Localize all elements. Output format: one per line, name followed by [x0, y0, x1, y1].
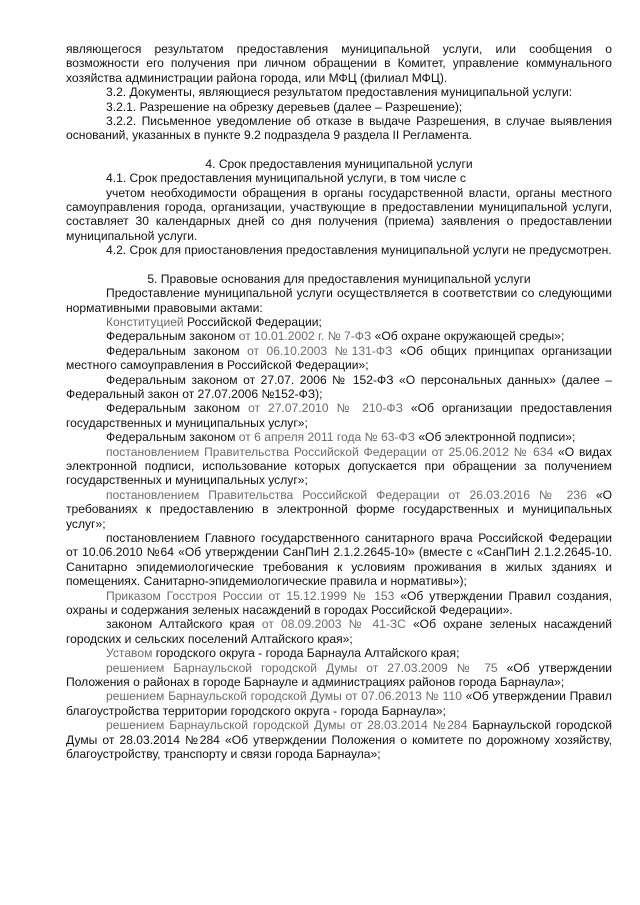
act-text: «О видах электронной подписи, использование которых допускается при обращении за получением государственных и муниципальных услуг»; [66, 444, 612, 488]
act-link: решением Барнаульской городской Думы от 28.03.2014 №284 [106, 718, 468, 733]
section-5-heading: 5. Правовые основания для предоставления муниципальной услуги [147, 271, 531, 286]
act-link: решением Барнаульской городской Думы от 27.03.2009 № 75 [106, 660, 498, 675]
act-duma-75 [66, 661, 612, 690]
paragraph-4-1: 4.1. Срок предоставления муниципальной услуги, в том числе с [106, 171, 466, 186]
paragraph-3-2: 3.2. Документы, являющиеся результатом предоставления муниципальной услуги: [106, 85, 573, 100]
act-gosstroy-153 [66, 589, 612, 618]
act-link: решением Барнаульской городской Думы от 07.06.2013 № 110 [106, 689, 462, 704]
paragraph-4-2: 4.2. Срок для приостановления предоставления муниципальной услуги не предусмотрен. [106, 243, 612, 258]
document-page [66, 42, 612, 762]
act-fz-7 [66, 329, 612, 343]
act-text: Барнаульской городской Думы от 28.03.2014 №284 «Об утверждении Положения о комитете по дорожному хозяйству, благоустройству, транспорту и связи города Барнаула»; [66, 718, 612, 762]
act-text: Федеральным законом [106, 401, 249, 416]
act-link: Уставом [106, 646, 153, 661]
act-fz-63 [66, 430, 612, 444]
act-text: «Об утверждении Правил создания, охраны и содержания зеленых насаждений в городах Российской Федерации». [66, 588, 612, 618]
paragraph-3-2-2: 3.2.2. Письменное уведомление об отказе в выдаче Разрешения, в случае выявления оснований, указанных в пункте 9.2 подраздела 9 раздела II Регламента. [66, 114, 612, 143]
act-text: Федеральным законом [106, 343, 248, 358]
paragraph-3-2-1: 3.2.1. Разрешение на обрезку деревьев (далее – Разрешение); [106, 99, 463, 114]
act-link: Приказом Госстроя России от 15.12.1999 № 153 [106, 588, 395, 603]
act-pp-634 [66, 445, 612, 488]
act-link: постановлением Правительства Российской Федерации от 25.06.2012 № 634 [106, 444, 554, 459]
act-altai-41 [66, 617, 612, 646]
act-fz-210 [66, 401, 612, 430]
act-link: постановлением Правительства Российской Федерации от 26.03.2016 № 236 [106, 487, 587, 502]
act-fz-152: Федеральным законом от 27.07. 2006 № 152-ФЗ «О персональных данных» (далее – Федеральный закон от 27.07.2006 №152-ФЗ); [66, 372, 612, 401]
act-duma-110 [66, 689, 612, 718]
paragraph-4-1-cont: учетом необходимости обращения в органы государственной власти, органы местного самоуправления города, организации, участвующие в предоставлении муниципальной услуги, составляет 30 календарных дней со дня получения (приема) заявления о предоставлении муниципальной услуги. [66, 185, 612, 243]
act-link: от 6 апреля 2011 года № 63-ФЗ [238, 430, 415, 445]
act-text: «Об охране зеленых насаждений городских и сельских поселений Алтайского края»; [66, 617, 613, 646]
act-text: «Об организации предоставления государственных и муниципальных услуг»; [66, 401, 612, 430]
act-charter [66, 646, 612, 660]
act-duma-284 [66, 718, 612, 761]
section-4-heading: 4. Срок предоставления муниципальной услуги [205, 156, 473, 171]
act-sanpin: постановлением Главного государственного санитарного врача Российской Федерации от 10.06.2010 №64 «Об утверждении СанПиН 2.1.2.2645-10» (вместе с «СанПиН 2.1.2.2645-10. Санитарно эпидемиологические требования к условиям проживания в жилых зданиях и помещениях. Санитарно-эпидемиологические правила и нормативы»); [66, 531, 612, 589]
act-link: от 10.01.2002 г. № 7-ФЗ [238, 329, 372, 344]
act-text: Федеральным законом [106, 329, 239, 344]
act-text: Российской Федерации; [183, 314, 322, 329]
act-text: «Об общих принципах организации местного самоуправления в Российской Федерации»; [66, 343, 612, 373]
act-text: «Об утверждении Правил благоустройства территории городского округа - города Барнаула»; [66, 689, 612, 718]
act-fz-131 [66, 344, 612, 373]
act-text: Федеральным законом [106, 430, 239, 445]
act-pp-236 [66, 488, 612, 531]
paragraph-legal-intro: Предоставление муниципальной услуги осуществляется в соответствии со следующими нормативными правовыми актами: [66, 286, 612, 315]
act-constitution [66, 315, 612, 329]
act-text: городского округа - города Барнаула Алтайского края; [152, 646, 460, 661]
act-link: от 27.07.2010 № 210-ФЗ [248, 401, 403, 416]
act-text: «Об утверждении Положения о районах в городе Барнауле и администрациях районов города Барнаула»; [66, 660, 613, 690]
act-link: от 06.10.2003 №131-ФЗ [247, 343, 393, 358]
act-text: «О требованиях к предоставлению в электронной форме государственных и муниципальных услуг»; [66, 487, 612, 531]
act-link: от 08.09.2003 № 41-ЗС [261, 617, 406, 632]
act-text: законом Алтайского края [106, 617, 262, 632]
paragraph-result-notice: являющегося результатом предоставления муниципальной услуги, или сообщения о возможности его получения при личном обращении в Комитет, управление коммунального хозяйства администрации района города, или МФЦ (филиал МФЦ). [66, 42, 612, 85]
act-link: Конституцией [106, 314, 184, 329]
act-text: «Об охране окружающей среды»; [371, 329, 565, 344]
act-text: «Об электронной подписи»; [414, 430, 576, 445]
